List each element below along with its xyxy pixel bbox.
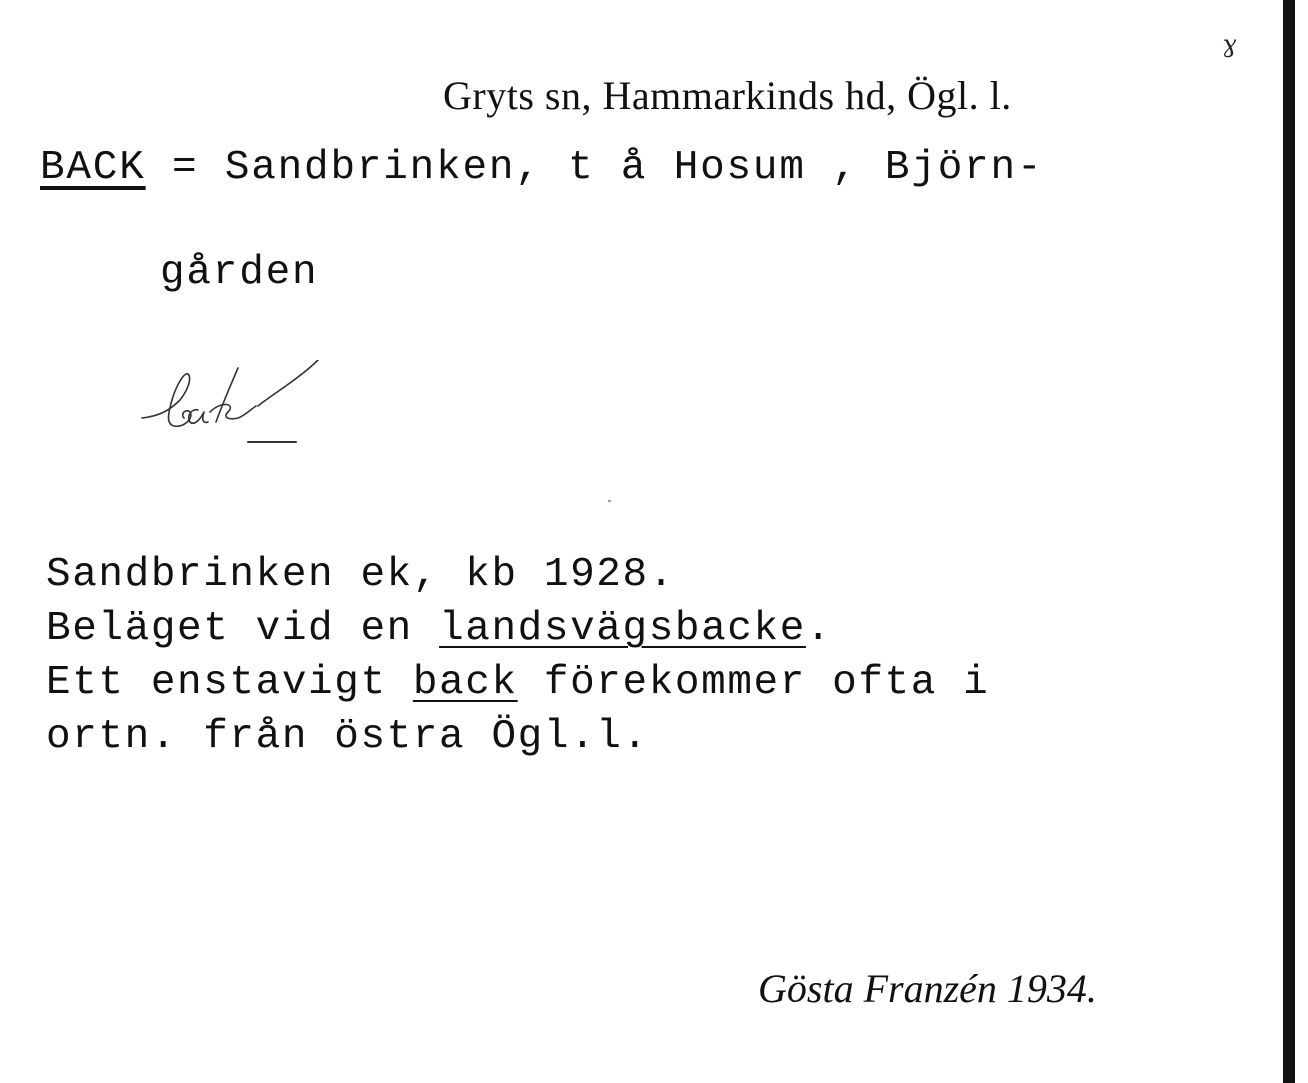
paper-speck xyxy=(608,500,611,502)
body-line-2-post: . xyxy=(805,606,833,652)
body-line-1: Sandbrinken ek, kb 1928. xyxy=(46,552,675,598)
body-line-4: ortn. från östra Ögl.l. xyxy=(46,714,649,760)
body-line-2-pre: Beläget vid en xyxy=(46,606,440,652)
underlined-term-back: back xyxy=(412,660,518,706)
headword-definition: = Sandbrinken, t å Hosum , Björn- xyxy=(145,145,1044,191)
body-text xyxy=(46,548,989,764)
headword-line xyxy=(40,145,1043,191)
headword: BACK xyxy=(40,145,146,191)
body-line-3-pre: Ett enstavigt xyxy=(46,660,413,706)
corner-mark: ɣ xyxy=(1222,30,1237,58)
signature: Gösta Franzén 1934. xyxy=(758,966,1097,1011)
handwritten-pronunciation xyxy=(140,360,340,455)
location-header: Gryts sn, Hammarkinds hd, Ögl. l. xyxy=(443,73,1012,118)
card-edge-border xyxy=(1283,0,1295,1083)
headword-continuation: gården xyxy=(160,250,319,296)
underlined-term-landsvagsbacke: landsvägsbacke xyxy=(439,606,806,652)
body-line-3-post: förekommer ofta i xyxy=(517,660,990,706)
